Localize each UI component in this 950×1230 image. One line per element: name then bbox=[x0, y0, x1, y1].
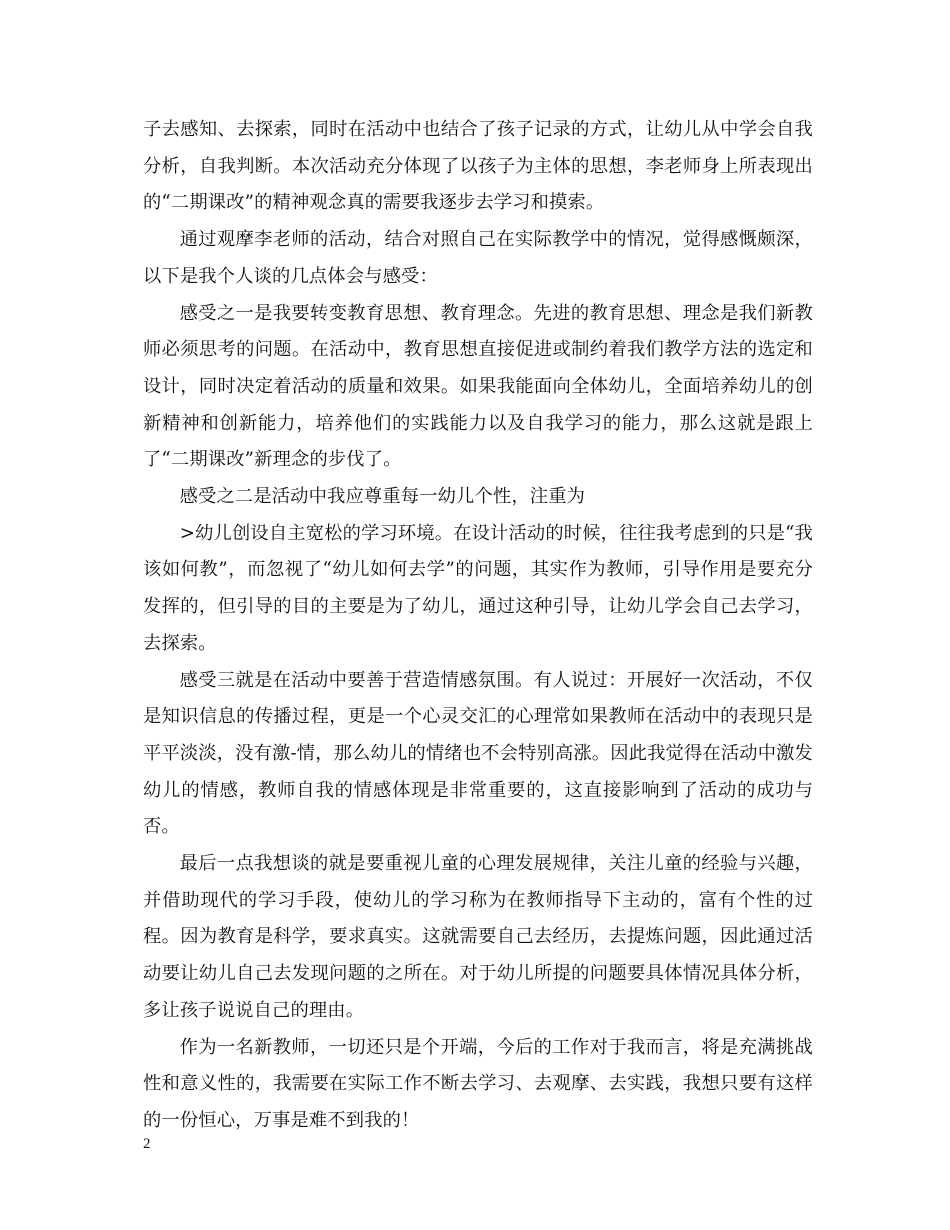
paragraph-5: >幼儿创设自主宽松的学习环境。在设计活动的时候，往往我考虑到的只是“我该如何教”，而忽视了“幼儿如何去学”的问题，其实作为教师，引导作用是要充分发挥的，但引导的目的主要是为了幼儿，通过这种引导，让幼儿学会自己去学习，去探索。 bbox=[143, 522, 813, 654]
paragraph-7: 最后一点我想谈的就是要重视儿童的心理发展规律，关注儿童的经验与兴趣，并借助现代的学习手段，使幼儿的学习称为在教师指导下主动的，富有个性的过程。因为教育是科学，要求真实。这就需要自己去经历，去提炼问题，因此通过活动要让幼儿自己去发现问题的之所在。对于幼儿所提的问题要具体情况具体分析，多让孩子说说自己的理由。 bbox=[143, 853, 813, 1021]
paragraph-6: 感受三就是在活动中要善于营造情感氛围。有人说过：开展好一次活动，不仅是知识信息的传播过程，更是一个心灵交汇的心理常如果教师在活动中的表现只是平平淡淡，没有激-情，那么幼儿的情绪也不会特别高涨。因此我觉得在活动中激发幼儿的情感，教师自我的情感体现是非常重要的，这直接影响到了活动的成功与否。 bbox=[143, 669, 813, 838]
paragraph-1: 子去感知、去探索，同时在活动中也结合了孩子记录的方式，让幼儿从中学会自我分析，自我判断。本次活动充分体现了以孩子为主体的思想，李老师身上所表现出的“二期课改”的精神观念真的需要我逐步去学习和摸索。 bbox=[143, 119, 813, 214]
document-body bbox=[143, 112, 813, 1140]
paragraph-3: 感受之一是我要转变教育思想、教育理念。先进的教育思想、理念是我们新教师必须思考的问题。在活动中，教育思想直接促进或制约着我们教学方法的选定和设计，同时决定着活动的质量和效果。如果我能面向全体幼儿，全面培养幼儿的创新精神和创新能力，培养他们的实践能力以及自我学习的能力，那么这就是跟上了“二期课改”新理念的步伐了。 bbox=[143, 302, 813, 471]
paragraph-2: 通过观摩李老师的活动，结合对照自己在实际教学中的情况，觉得感慨颇深，以下是我个人谈的几点体会与感受： bbox=[143, 229, 813, 287]
paragraph-8: 作为一名新教师，一切还只是个开端，今后的工作对于我而言，将是充满挑战性和意义性的，我需要在实际工作不断去学习、去观摩、去实践，我想只要有这样的一份恒心，万事是难不到我的！ bbox=[143, 1036, 813, 1131]
paragraph-4: 感受之二是活动中我应尊重每一幼儿个性，注重为 bbox=[179, 486, 586, 508]
page-number: 2 bbox=[143, 1136, 151, 1152]
